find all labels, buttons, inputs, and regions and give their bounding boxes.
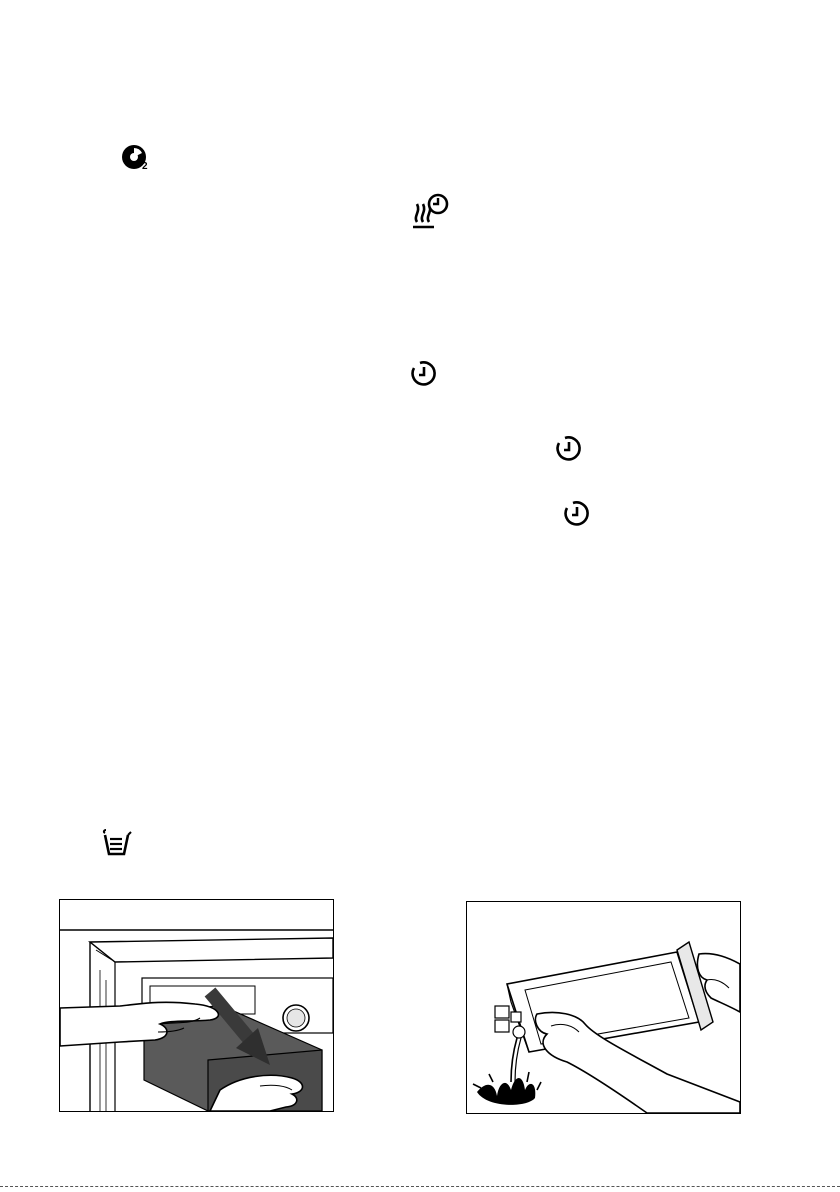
svg-text:2: 2 [142,161,148,172]
clock-icon [563,500,591,528]
page-bottom-rule [0,1186,840,1187]
half-load-icon [120,143,154,173]
detergent-drawer-icon [100,826,134,860]
clock-icon [555,435,583,463]
illustration-pull-drawer [59,899,334,1112]
steam-timer-icon [412,192,450,230]
clock-icon [410,360,438,388]
illustration-empty-drawer [466,901,741,1114]
